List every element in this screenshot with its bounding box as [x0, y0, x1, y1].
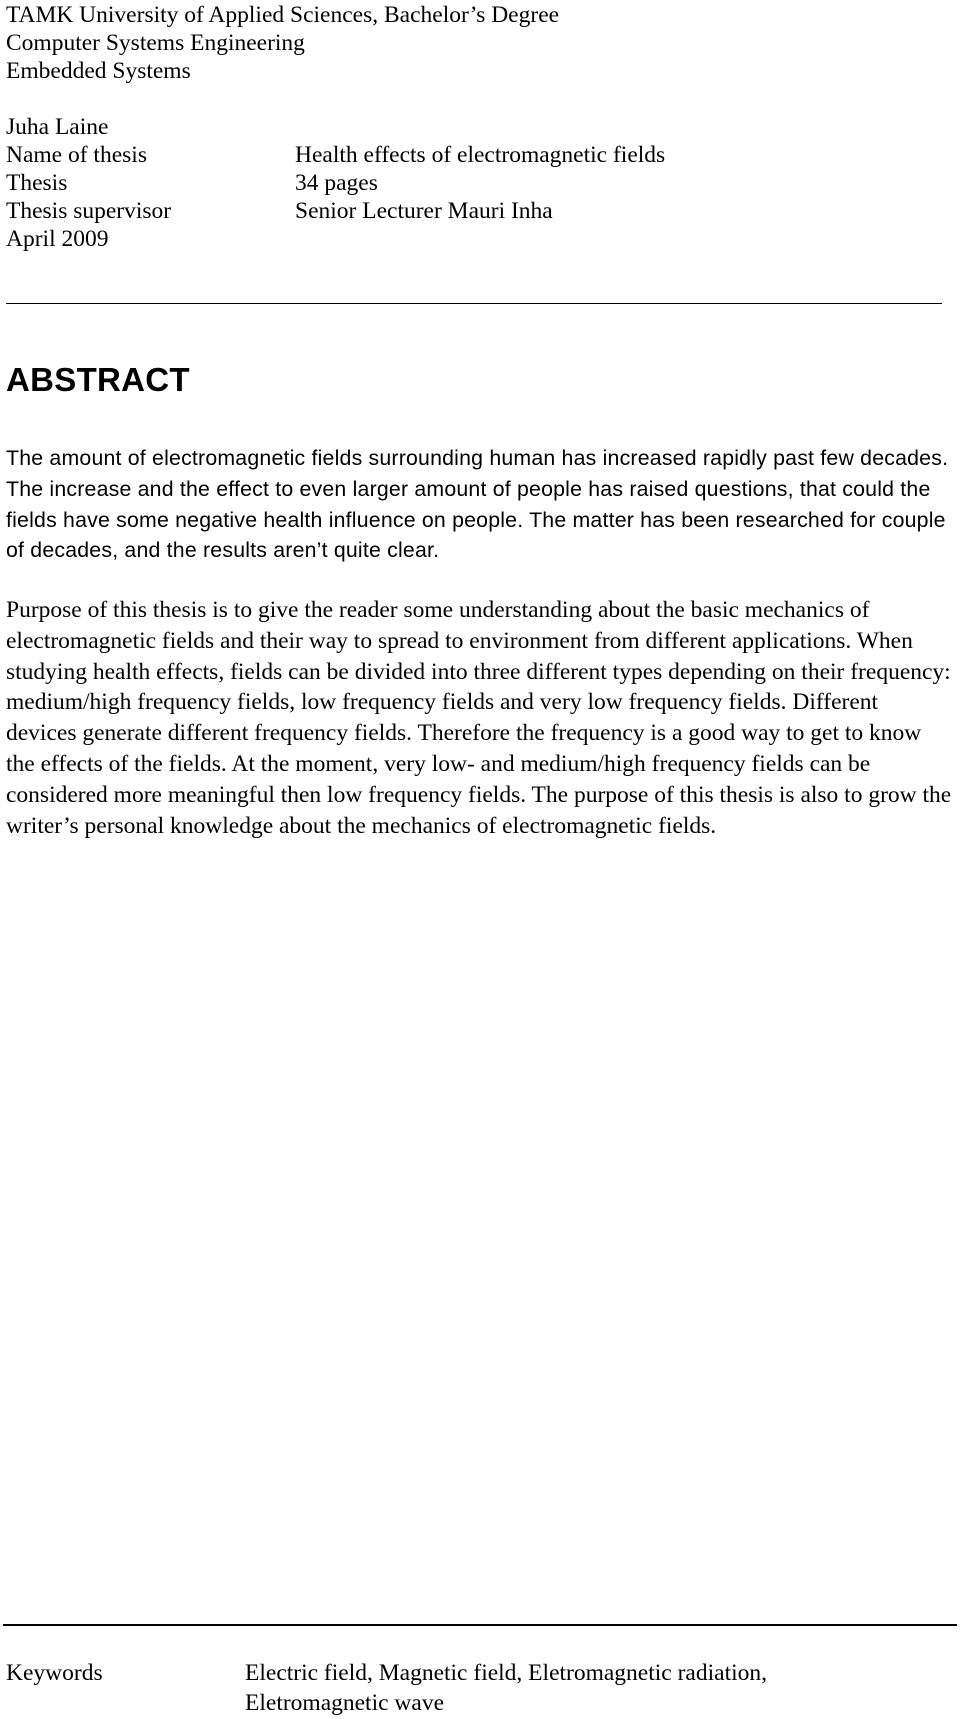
keywords-label: Keywords — [6, 1660, 103, 1686]
meta-value-thesis-title: Health effects of electromagnetic fields — [295, 142, 666, 168]
meta-label-thesis: Thesis — [6, 170, 68, 196]
keywords-value: Electric field, Magnetic field, Eletromagnetic radiation, Eletromagnetic wave — [245, 1660, 768, 1716]
university-name: TAMK University of Applied Sciences, Bachelor’s Degree — [6, 2, 560, 28]
top-divider — [6, 303, 942, 304]
degree-program: Computer Systems Engineering — [6, 30, 305, 56]
meta-value-supervisor: Senior Lecturer Mauri Inha — [295, 198, 553, 224]
abstract-heading: ABSTRACT — [6, 361, 190, 398]
meta-label-name-of-thesis: Name of thesis — [6, 142, 147, 168]
author-name: Juha Laine — [6, 114, 109, 140]
specialization: Embedded Systems — [6, 58, 191, 84]
abstract-paragraph-2: Purpose of this thesis is to give the reader some understanding about the basic mechanics of electromagnetic fields and their way to spread to environment from different applications. When studying health effects, fields can be divided into three different types depending on their frequency: medium/high frequency fields, low frequency fields and very low frequency fields. Different devices generate different frequency fields. Therefore the frequency is a good way to get to know the effects of the fields. At the moment, very low- and medium/high frequency fields can be considered more meaningful then low frequency fields. The purpose of this thesis is also to grow the writer’s personal knowledge about the mechanics of electromagnetic fields. — [6, 597, 952, 839]
abstract-paragraph-1: The amount of electromagnetic fields surrounding human has increased rapidly past few decades. The increase and the effect to even larger amount of people has raised questions, that could the fields have some negative health influence on people. The matter has been researched for couple of decades, and the results aren’t quite clear. — [6, 446, 949, 563]
thesis-date: April 2009 — [6, 226, 109, 252]
meta-label-supervisor: Thesis supervisor — [6, 198, 172, 224]
bottom-divider — [3, 1624, 957, 1626]
meta-value-page-count: 34 pages — [295, 170, 378, 196]
